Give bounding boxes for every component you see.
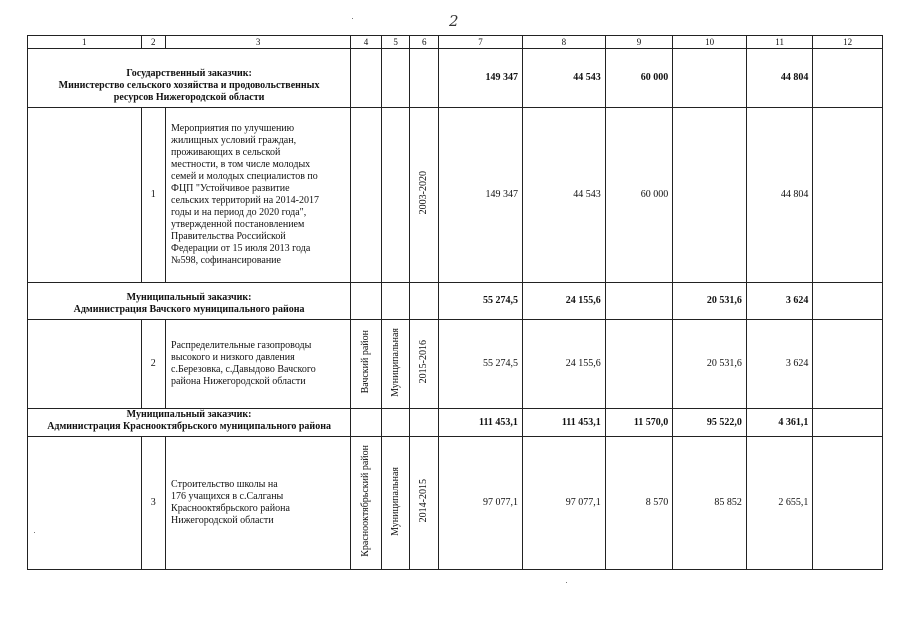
period-label: 2003-2020 xyxy=(418,171,430,215)
group-total-cell: 4 361,1 xyxy=(746,409,812,437)
amount-cell: 97 077,1 xyxy=(522,437,605,570)
item-row xyxy=(28,437,883,570)
amount-cell: 20 531,6 xyxy=(673,320,747,409)
column-number: 6 xyxy=(410,36,439,49)
amount-cell: 8 570 xyxy=(605,437,673,570)
scan-speck xyxy=(352,18,353,19)
item-number: 3 xyxy=(141,437,166,570)
amount-cell xyxy=(813,320,883,409)
group-total-cell: 20 531,6 xyxy=(673,283,747,320)
amount-cell: 149 347 xyxy=(439,108,523,283)
column-number: 9 xyxy=(605,36,673,49)
group-total-cell: 149 347 xyxy=(439,49,523,108)
scan-speck xyxy=(34,532,35,533)
column-number: 5 xyxy=(381,36,410,49)
group-total-cell: 55 274,5 xyxy=(439,283,523,320)
amount-cell: 55 274,5 xyxy=(439,320,523,409)
group-total-cell xyxy=(813,409,883,437)
amount-cell: 97 077,1 xyxy=(439,437,523,570)
amount-cell: 3 624 xyxy=(746,320,812,409)
item-description: Мероприятия по улучшению жилищных условий граждан, проживающих в сельской местности, в том числе молодых семей и молодых специалистов по ФЦП "Устойчивое развитие сельских территорий на 2014-2017 годы и на период до 2020 года", утвержденной постановлением Правительства Российской Федерации от 15 июля 2013 года №598, софинансирование xyxy=(166,108,351,283)
amount-cell: 2 655,1 xyxy=(746,437,812,570)
group-total-cell xyxy=(673,49,747,108)
ownership-label: Муниципальная xyxy=(389,466,401,536)
district-label: Вачский район xyxy=(359,330,371,394)
column-number: 8 xyxy=(522,36,605,49)
group-total-cell xyxy=(605,283,673,320)
district-label: Краснооктябрьский район xyxy=(359,445,371,557)
period-label: 2015-2016 xyxy=(418,340,430,384)
ownership-label: Муниципальная xyxy=(389,327,401,397)
group-total-cell: 24 155,6 xyxy=(522,283,605,320)
column-number: 4 xyxy=(351,36,382,49)
group-total-cell: 60 000 xyxy=(605,49,673,108)
column-number: 1 xyxy=(28,36,142,49)
amount-cell: 44 804 xyxy=(746,108,812,283)
item-description: Строительство школы на 176 учащихся в с.Салганы Краснооктябрьского района Нижегородской области xyxy=(166,437,351,570)
amount-cell xyxy=(673,108,747,283)
customer-title: Муниципальный заказчик: Администрация Краснооктябрьского муниципального района xyxy=(28,409,351,437)
column-number: 3 xyxy=(166,36,351,49)
group-total-cell: 11 570,0 xyxy=(605,409,673,437)
amount-cell xyxy=(605,320,673,409)
group-total-cell xyxy=(813,49,883,108)
column-number: 11 xyxy=(746,36,812,49)
program-table xyxy=(27,35,883,570)
customer-title: Государственный заказчик: Министерство сельского хозяйства и продовольственных ресурсов Нижегородской области xyxy=(28,49,351,108)
item-number: 1 xyxy=(141,108,166,283)
item-row xyxy=(28,108,883,283)
customer-group-row xyxy=(28,283,883,320)
amount-cell: 24 155,6 xyxy=(522,320,605,409)
column-number-row xyxy=(28,36,883,49)
amount-cell: 44 543 xyxy=(522,108,605,283)
item-description: Распределительные газопроводы высокого и низкого давления с.Березовка, с.Давыдово Вачского района Нижегородской области xyxy=(166,320,351,409)
column-number: 12 xyxy=(813,36,883,49)
group-total-cell: 111 453,1 xyxy=(522,409,605,437)
item-number: 2 xyxy=(141,320,166,409)
customer-group-row xyxy=(28,409,883,437)
column-number: 2 xyxy=(141,36,166,49)
customer-title: Муниципальный заказчик: Администрация Вачского муниципального района xyxy=(28,283,351,320)
group-total-cell: 95 522,0 xyxy=(673,409,747,437)
column-number: 10 xyxy=(673,36,747,49)
amount-cell xyxy=(813,437,883,570)
item-row xyxy=(28,320,883,409)
scan-speck xyxy=(566,582,567,583)
group-total-cell: 3 624 xyxy=(746,283,812,320)
group-total-cell: 111 453,1 xyxy=(439,409,523,437)
period-label: 2014-2015 xyxy=(418,479,430,523)
page-number: 2 xyxy=(449,12,459,30)
group-total-cell: 44 543 xyxy=(522,49,605,108)
amount-cell xyxy=(813,108,883,283)
customer-group-row xyxy=(28,49,883,108)
amount-cell: 85 852 xyxy=(673,437,747,570)
group-total-cell: 44 804 xyxy=(746,49,812,108)
amount-cell: 60 000 xyxy=(605,108,673,283)
column-number: 7 xyxy=(439,36,523,49)
group-total-cell xyxy=(813,283,883,320)
